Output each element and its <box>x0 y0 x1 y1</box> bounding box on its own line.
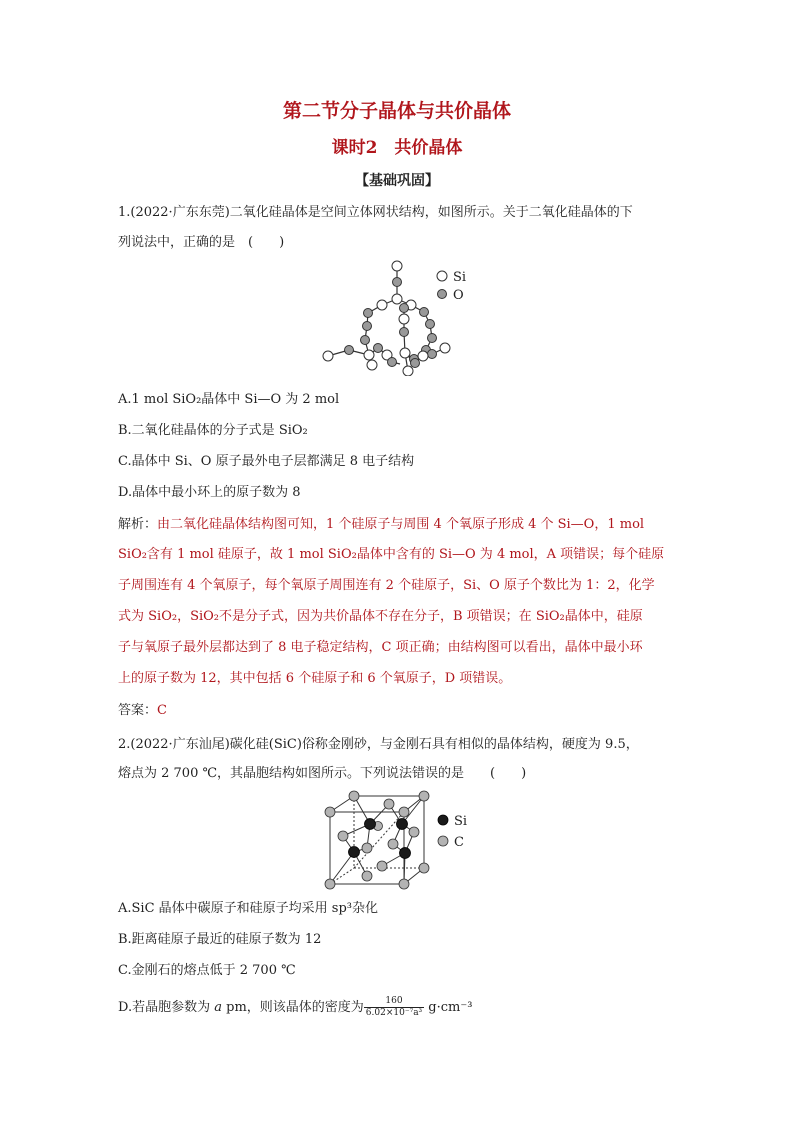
legend-o-marker <box>438 290 447 299</box>
q1-analysis-line3: 子周围连有 4 个氧原子，每个氧原子周围连有 2 个硅原子，Si、O 原子个数比为 1：2，化学 <box>118 578 655 593</box>
q1-option-c: C.晶体中 Si、O 原子最外电子层都满足 8 电子结构 <box>118 454 415 469</box>
option-d-prefix: D.若晶胞参数为 <box>118 1000 211 1015</box>
q2-stem-line1: 2.(2022·广东汕尾)碳化硅(SiC)俗称金刚砂，与金刚石具有相似的晶体结构，硬度为 9.5， <box>118 737 639 752</box>
q1-analysis-line2: SiO₂含有 1 mol 硅原子，故 1 mol SiO₂晶体中含有的 Si—O 为 4 mol，A 项错误；每个硅原 <box>118 547 665 562</box>
q1-answer <box>118 701 167 721</box>
sic-unit-cell-figure <box>318 786 478 894</box>
analysis-label: 解析： <box>118 517 158 532</box>
legend-si-marker-2 <box>438 815 448 825</box>
fraction-numerator: 160 <box>364 996 424 1008</box>
q1-analysis-line5: 子与氧原子最外层都达到了 8 电子稳定结构，C 项正确；由结构图可以看出，晶体中最小环 <box>118 640 643 655</box>
q1-analysis-line1 <box>118 515 644 535</box>
fraction-denominator: 6.02×10⁻⁷a³ <box>365 1008 423 1018</box>
q2-option-b: B.距离硅原子最近的硅原子数为 12 <box>118 932 322 947</box>
q1-option-a: A.1 mol SiO₂晶体中 Si—O 为 2 mol <box>118 392 340 407</box>
option-d-unit: g·cm⁻³ <box>424 1000 473 1015</box>
legend-si-label: Si <box>453 270 467 285</box>
q1-option-b: B.二氧化硅晶体的分子式是 SiO₂ <box>118 423 308 438</box>
q2-option-a: A.SiC 晶体中碳原子和硅原子均采用 sp³杂化 <box>118 901 379 916</box>
sio2-structure-figure <box>320 256 480 376</box>
q1-analysis-line6: 上的原子数为 12，其中包括 6 个硅原子和 6 个氧原子，D 项错误。 <box>118 671 512 686</box>
lesson-subtitle: 课时2 共价晶体 <box>331 138 463 158</box>
q1-analysis-line4: 式为 SiO₂，SiO₂不是分子式，因为共价晶体不存在分子，B 项错误；在 SiO₂晶体中，硅原 <box>118 609 643 624</box>
legend-si-marker <box>437 271 447 281</box>
legend-c-marker <box>438 836 448 846</box>
section-heading: 【基础巩固】 <box>355 173 439 189</box>
option-d-variable: a <box>214 1000 222 1015</box>
page-title: 第二节分子晶体与共价晶体 <box>282 100 511 122</box>
q1-stem-line1: 1.(2022·广东东莞)二氧化硅晶体是空间立体网状结构，如图所示。关于二氧化硅晶体的下 <box>118 205 633 220</box>
q2-stem-line2: 熔点为 2 700 ℃，其晶胞结构如图所示。下列说法错误的是 ( ) <box>118 766 527 781</box>
legend-si-label-2: Si <box>454 814 468 829</box>
q2-option-d <box>118 996 472 1020</box>
analysis-text-1: 由二氧化硅晶体结构图可知，1 个硅原子与周围 4 个氧原子形成 4 个 Si—O，1 mol <box>157 517 645 532</box>
option-d-mid: pm，则该晶体的密度为 <box>222 1000 364 1015</box>
q2-option-c: C.金刚石的熔点低于 2 700 ℃ <box>118 963 296 978</box>
density-fraction <box>364 996 424 1019</box>
answer-label: 答案： <box>118 703 158 718</box>
legend-o-label: O <box>453 288 464 303</box>
q1-option-d: D.晶体中最小环上的原子数为 8 <box>118 485 301 500</box>
legend-c-label: C <box>454 835 464 850</box>
answer-value: C <box>157 703 167 718</box>
q1-stem-line2: 列说法中，正确的是 ( ) <box>118 235 285 250</box>
